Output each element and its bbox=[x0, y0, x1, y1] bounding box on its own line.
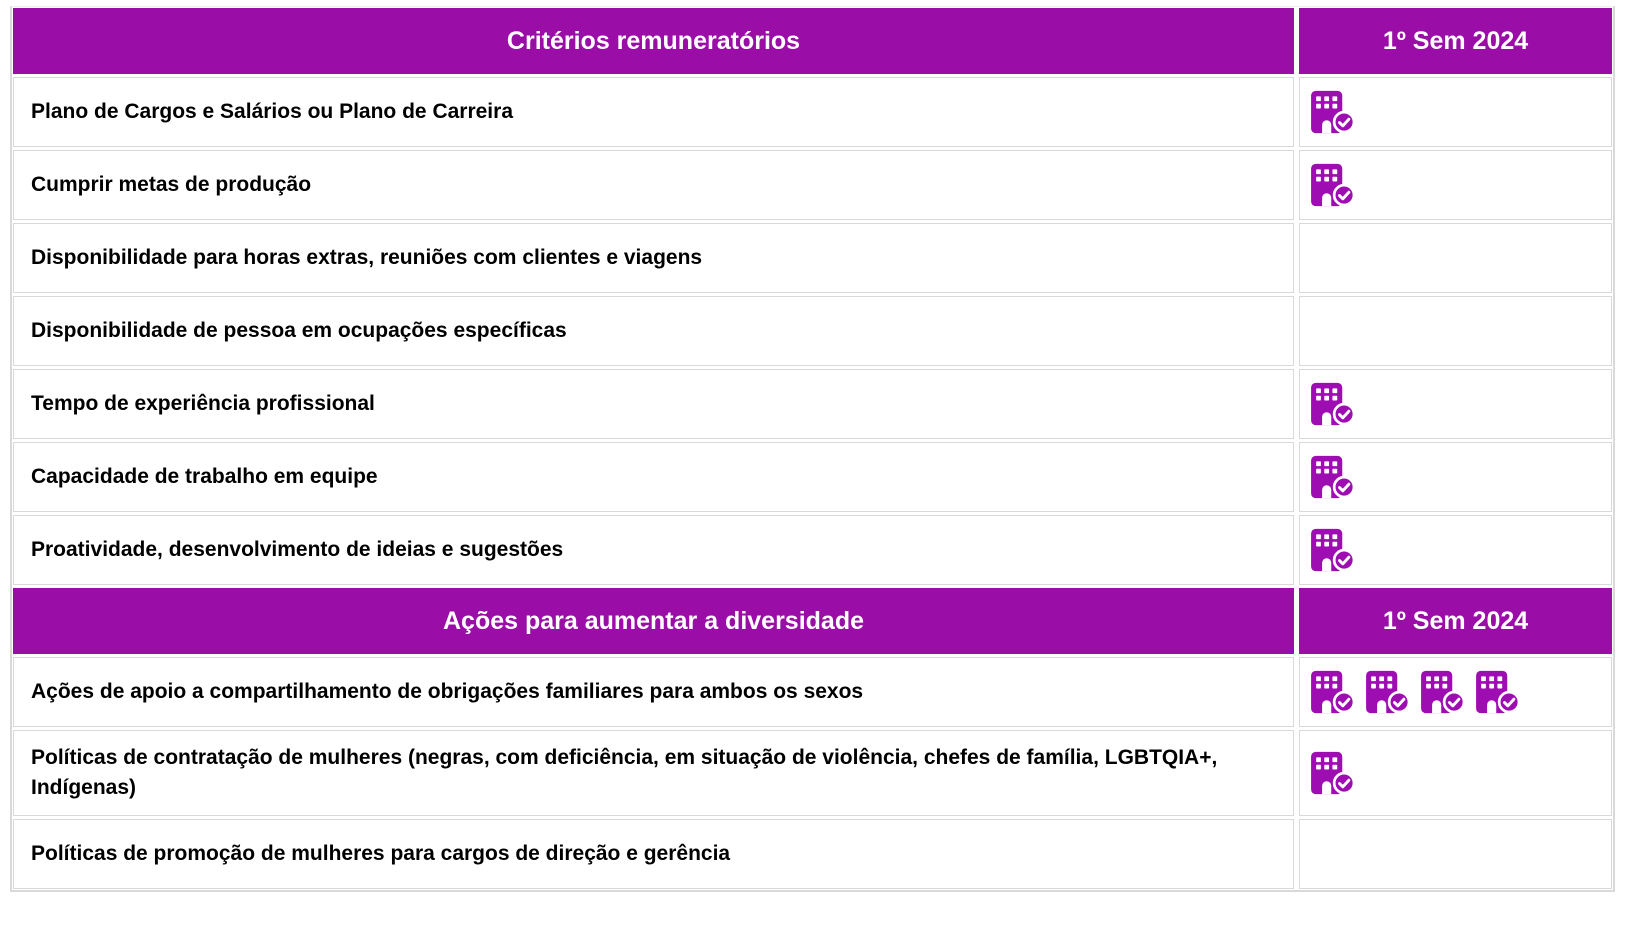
building-check-icon bbox=[1311, 90, 1357, 134]
building-check-icon bbox=[1366, 670, 1412, 714]
building-check-icon bbox=[1311, 163, 1357, 207]
company-checks-cell bbox=[1299, 515, 1612, 585]
criterion-label: Capacidade de trabalho em equipe bbox=[13, 442, 1294, 512]
company-checks-cell bbox=[1299, 369, 1612, 439]
company-checks-cell bbox=[1299, 77, 1612, 147]
section-title: Critérios remuneratórios bbox=[13, 8, 1294, 74]
section-title: Ações para aumentar a diversidade bbox=[13, 588, 1294, 654]
table-row bbox=[13, 515, 1612, 585]
criterion-label: Proatividade, desenvolvimento de ideias e sugestões bbox=[13, 515, 1294, 585]
section-header-row bbox=[13, 588, 1612, 654]
company-checks-cell bbox=[1299, 819, 1612, 889]
table-row bbox=[13, 819, 1612, 889]
criterion-label: Disponibilidade para horas extras, reuniões com clientes e viagens bbox=[13, 223, 1294, 293]
building-check-icon bbox=[1311, 455, 1357, 499]
criterion-label: Plano de Cargos e Salários ou Plano de Carreira bbox=[13, 77, 1294, 147]
table-row bbox=[13, 77, 1612, 147]
criterion-label: Tempo de experiência profissional bbox=[13, 369, 1294, 439]
section-header-row bbox=[13, 8, 1612, 74]
building-check-icon bbox=[1311, 670, 1357, 714]
criterion-label: Disponibilidade de pessoa em ocupações específicas bbox=[13, 296, 1294, 366]
criterion-label: Políticas de contratação de mulheres (negras, com deficiência, em situação de violência, chefes de família, LGBTQIA+, Indígenas) bbox=[13, 730, 1294, 816]
building-check-icon bbox=[1476, 670, 1522, 714]
criteria-table bbox=[10, 6, 1615, 892]
building-check-icon bbox=[1421, 670, 1467, 714]
criterion-label: Cumprir metas de produção bbox=[13, 150, 1294, 220]
table-row bbox=[13, 296, 1612, 366]
table-row bbox=[13, 369, 1612, 439]
section-period: 1º Sem 2024 bbox=[1299, 588, 1612, 654]
company-checks-cell bbox=[1299, 296, 1612, 366]
table-row bbox=[13, 150, 1612, 220]
table-row bbox=[13, 223, 1612, 293]
company-checks-cell bbox=[1299, 730, 1612, 816]
table-row bbox=[13, 442, 1612, 512]
criterion-label: Ações de apoio a compartilhamento de obrigações familiares para ambos os sexos bbox=[13, 657, 1294, 727]
building-check-icon bbox=[1311, 382, 1357, 426]
table-row bbox=[13, 730, 1612, 816]
section-period: 1º Sem 2024 bbox=[1299, 8, 1612, 74]
building-check-icon bbox=[1311, 751, 1357, 795]
company-checks-cell bbox=[1299, 223, 1612, 293]
criterion-label: Políticas de promoção de mulheres para cargos de direção e gerência bbox=[13, 819, 1294, 889]
table-row bbox=[13, 657, 1612, 727]
company-checks-cell bbox=[1299, 442, 1612, 512]
building-check-icon bbox=[1311, 528, 1357, 572]
company-checks-cell bbox=[1299, 657, 1612, 727]
company-checks-cell bbox=[1299, 150, 1612, 220]
